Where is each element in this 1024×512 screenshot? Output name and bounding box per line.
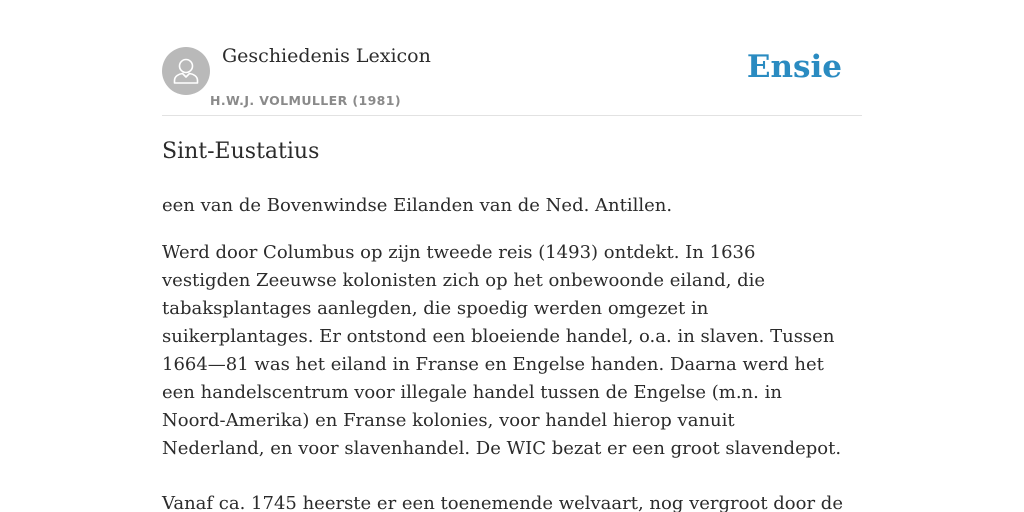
article-column <box>162 0 862 512</box>
author-label: H.W.J. VOLMULLER (1981) <box>210 93 401 108</box>
article-paragraph-prosperity: Vanaf ca. 1745 heerste er een toenemende welvaart, nog vergroot door de <box>162 493 843 512</box>
user-icon <box>162 47 210 95</box>
source-title-link[interactable]: Geschiedenis Lexicon <box>222 45 431 67</box>
article-title: Sint-Eustatius <box>162 139 320 164</box>
ensie-logo-link[interactable]: Ensie <box>746 49 842 85</box>
article-paragraph-intro: een van de Bovenwindse Eilanden van de Ned. Antillen. <box>162 195 673 216</box>
source-header <box>162 0 862 116</box>
article-paragraph-history: Werd door Columbus op zijn tweede reis (1493) ontdekt. In 1636 vestigden Zeeuwse kolonisten zich op het onbewoonde eiland, die tabaksplantages aanlegden, die spoedig werden omgezet in suikerplantages. Er ontstond een bloeiende handel, o.a. in slaven. Tussen 1664—81 was het eiland in Franse en Engelse handen. Daarna werd het een handelscentrum voor illegale handel tussen de Engelse (m.n. in Noord-Amerika) en Franse kolonies, voor handel hierop vanuit Nederland, en voor slavenhandel. De WIC bezat er een groot slavendepot. <box>162 242 842 459</box>
